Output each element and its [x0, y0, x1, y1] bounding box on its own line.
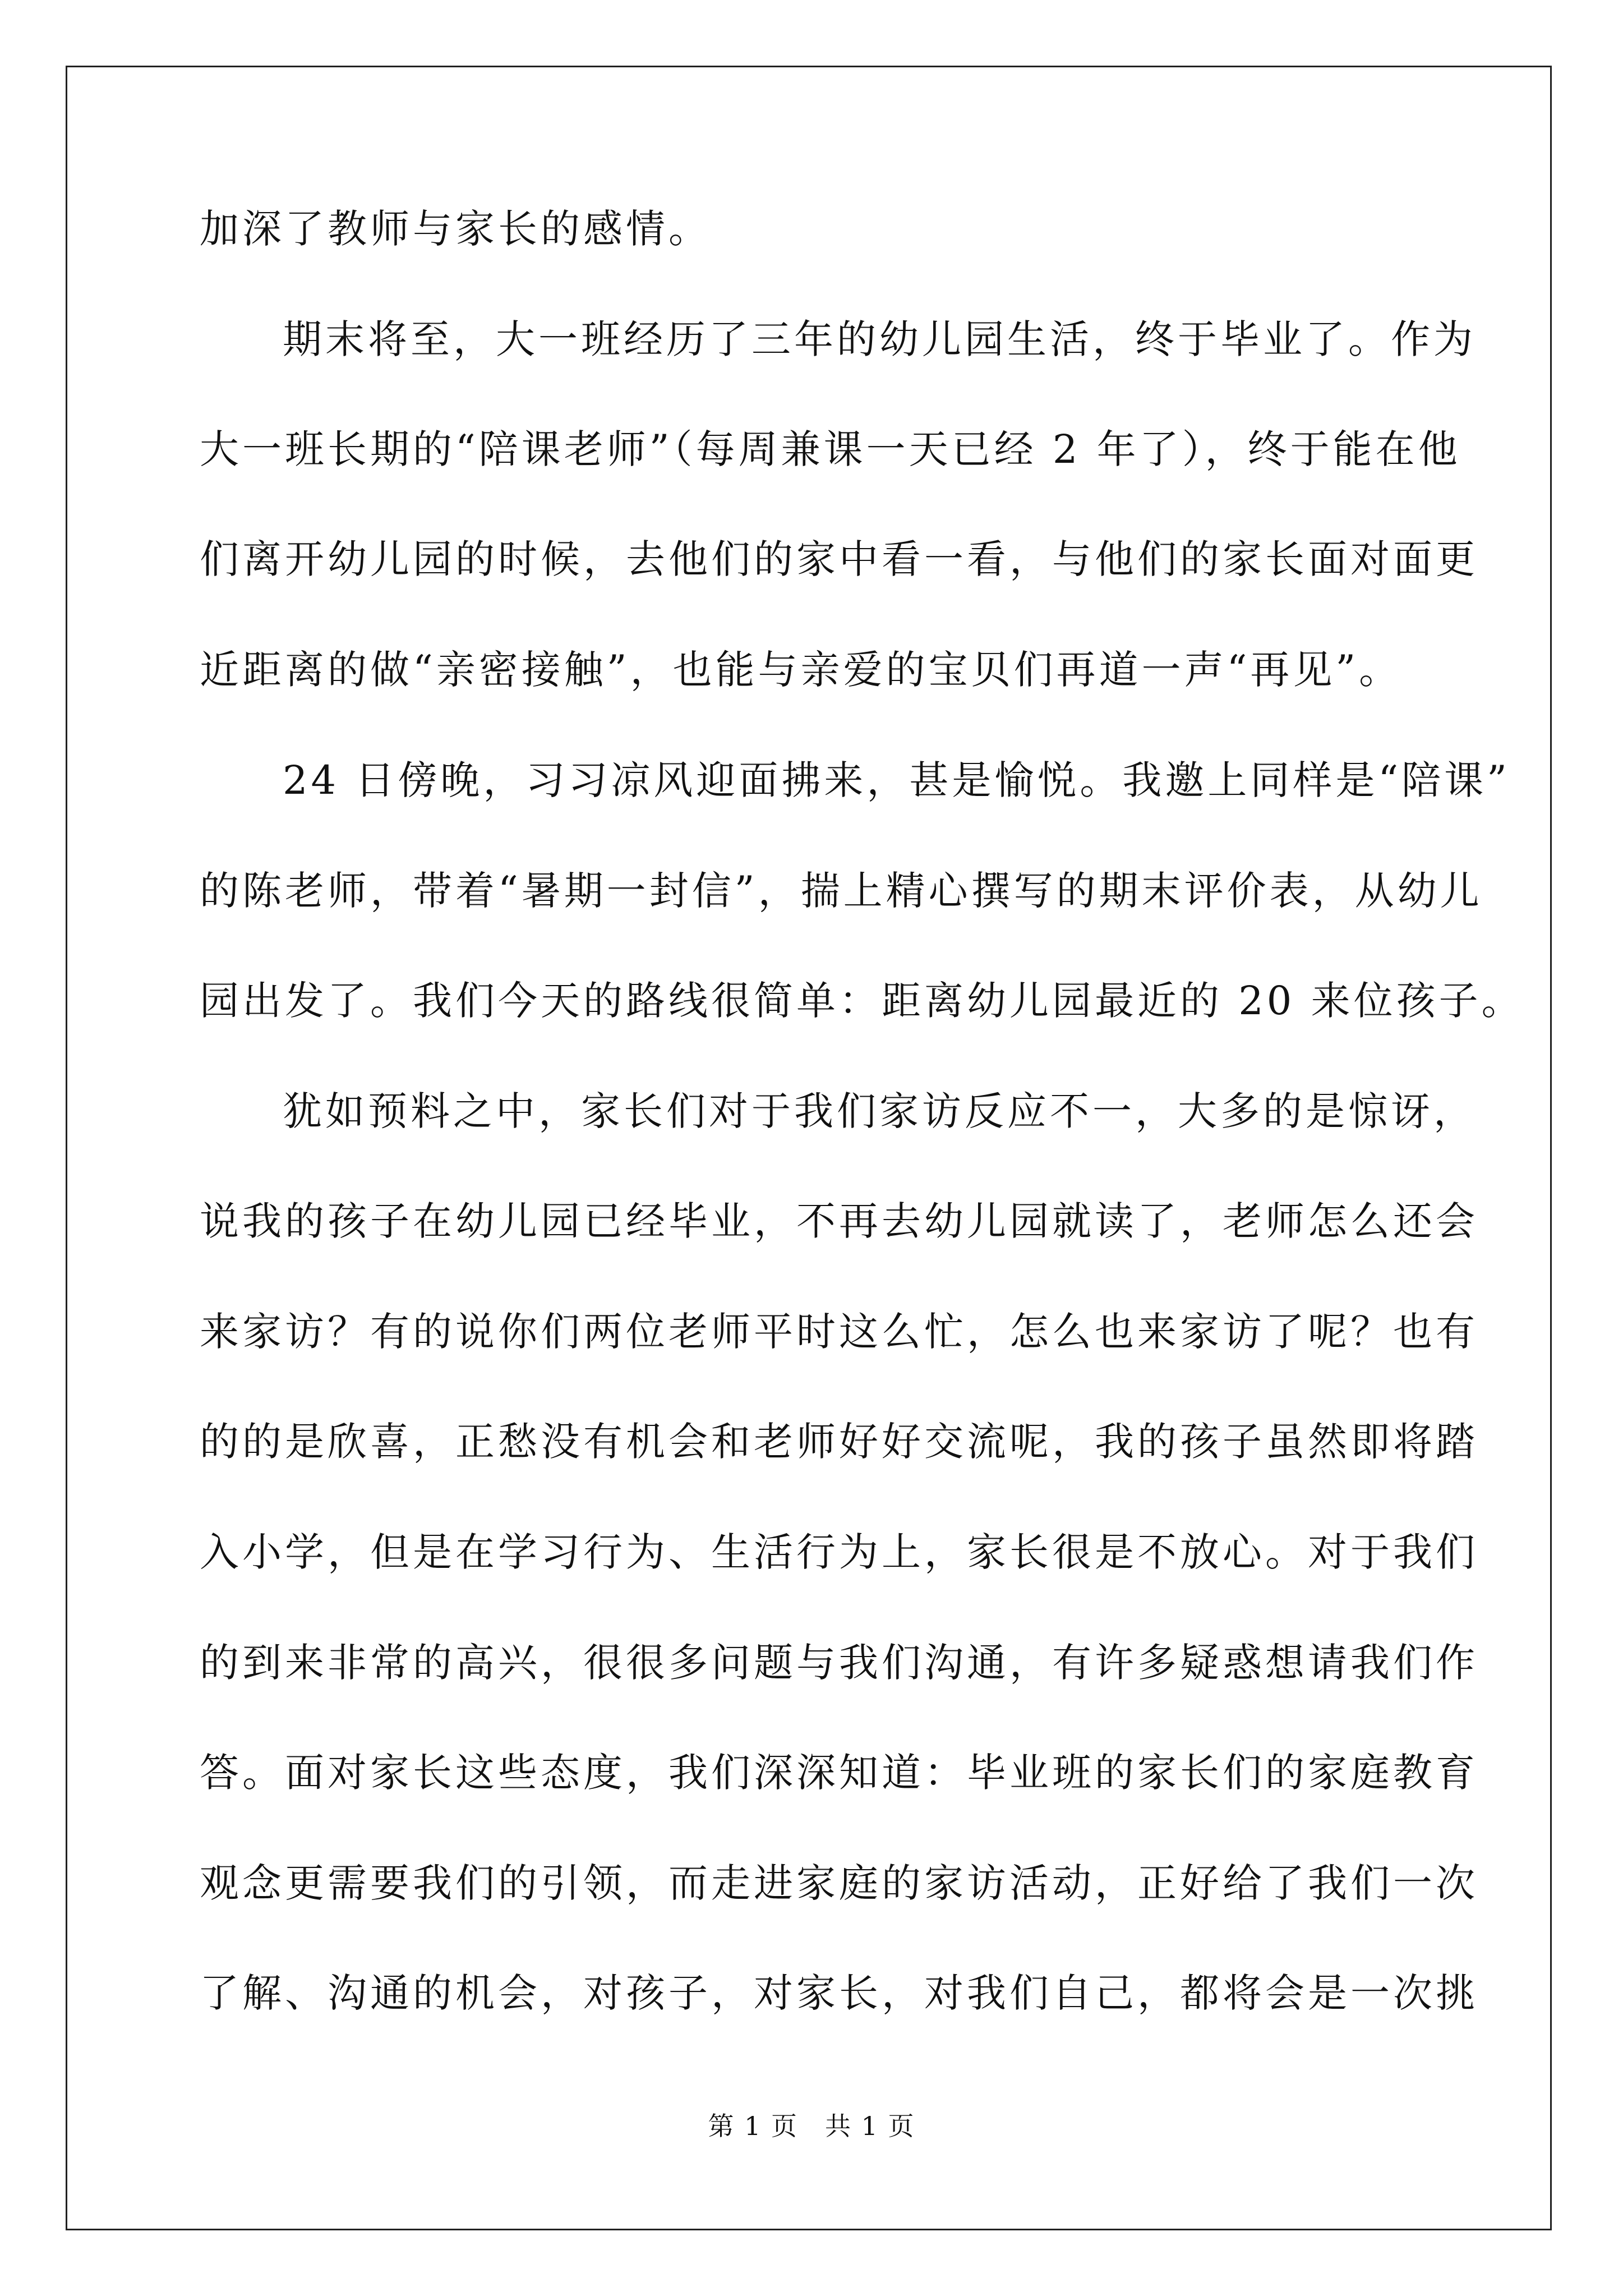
- text-line: 期末将至，大一班经历了三年的幼儿园生活，终于毕业了。作为: [283, 316, 1476, 362]
- text-line: 说我的孩子在幼儿园已经毕业，不再去幼儿园就读了，老师怎么还会: [200, 1198, 1478, 1244]
- text-line: 来家访？有的说你们两位老师平时这么忙，怎么也来家访了呢？也有: [200, 1309, 1478, 1355]
- text-line: 犹如预料之中，家长们对于我们家访反应不一，大多的是惊讶，: [283, 1088, 1476, 1134]
- text-line: 入小学，但是在学习行为、生活行为上，家长很是不放心。对于我们: [200, 1529, 1478, 1575]
- text-line: 的到来非常的高兴，很很多问题与我们沟通，有许多疑惑想请我们作: [200, 1640, 1478, 1686]
- text-line: 园出发了。我们今天的路线很简单：距离幼儿园最近的 20 来位孩子。: [200, 978, 1524, 1024]
- page-footer: 第 1 页 共 1 页: [708, 2111, 915, 2141]
- text-line: 大一班长期的“陪课老师”（每周兼课一天已经 2 年了），终于能在他: [200, 426, 1461, 472]
- text-line: 24 日傍晚，习习凉风迎面拂来，甚是愉悦。我邀上同样是“陪课”: [283, 757, 1510, 803]
- text-line: 加深了教师与家长的感情。: [200, 206, 711, 252]
- text-line: 的陈老师，带着“暑期一封信”，揣上精心撰写的期末评价表，从幼儿: [200, 868, 1483, 914]
- text-line: 观念更需要我们的引领，而走进家庭的家访活动，正好给了我们一次: [200, 1860, 1478, 1906]
- text-line: 了解、沟通的机会，对孩子，对家长，对我们自己，都将会是一次挑: [200, 1970, 1478, 2016]
- text-line: 的的是欣喜，正愁没有机会和老师好好交流呢，我的孩子虽然即将踏: [200, 1419, 1478, 1465]
- text-line: 近距离的做“亲密接触”，也能与亲爱的宝贝们再道一声“再见”。: [200, 647, 1402, 693]
- text-line: 们离开幼儿园的时候，去他们的家中看一看，与他们的家长面对面更: [200, 536, 1478, 582]
- text-line: 答。面对家长这些态度，我们深深知道：毕业班的家长们的家庭教育: [200, 1750, 1478, 1796]
